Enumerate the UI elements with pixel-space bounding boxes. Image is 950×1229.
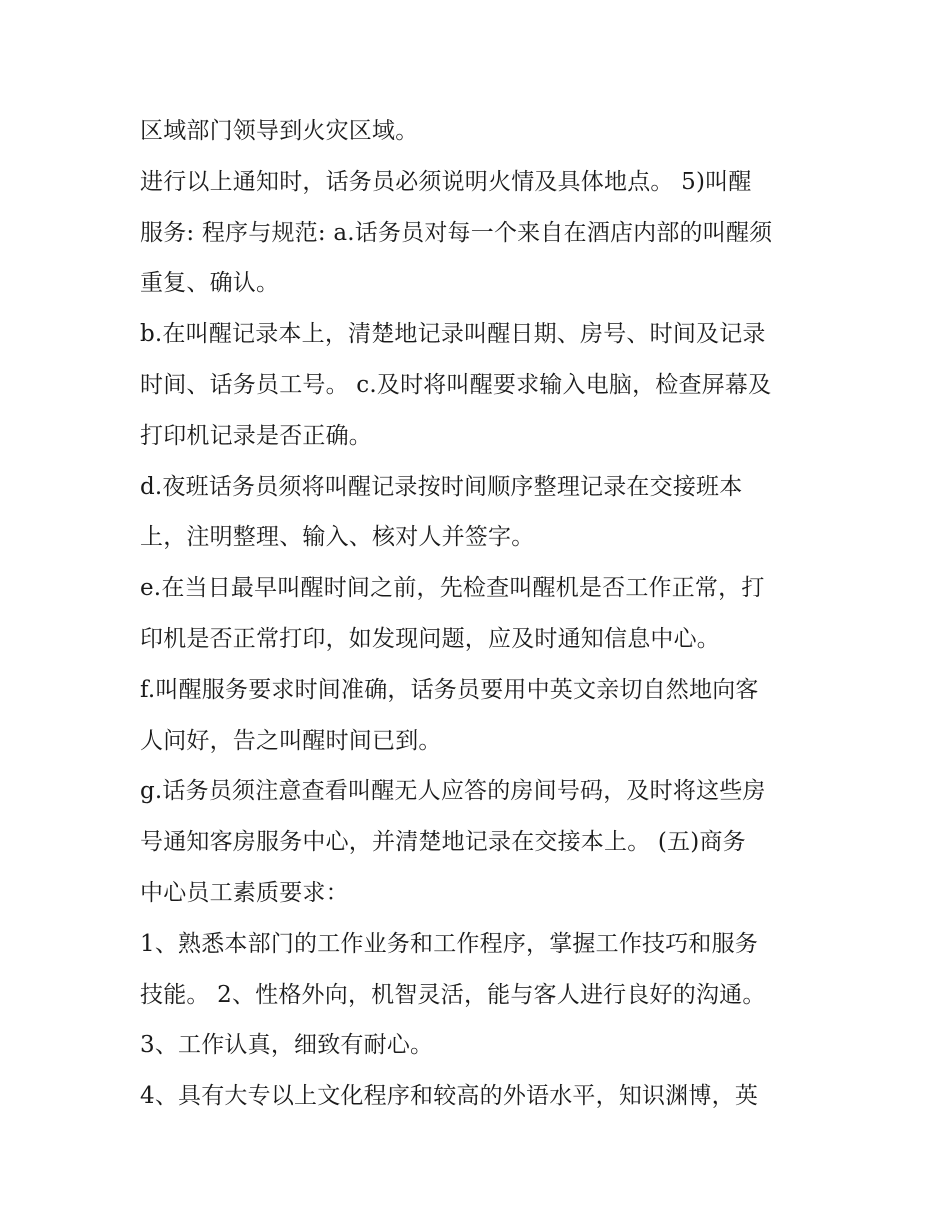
- text-line: g.话务员须注意查看叫醒无人应答的房间号码，及时将这些房: [140, 778, 766, 805]
- text-line: 号通知客房服务中心，并清楚地记录在交接本上。 (五)商务: [140, 829, 746, 856]
- text-line: 时间、话务员工号。 c.及时将叫醒要求输入电脑，检查屏幕及: [140, 371, 772, 398]
- text-line: 区域部门领导到火灾区域。: [140, 118, 419, 144]
- text-line: f.叫醒服务要求时间准确，话务员要用中英文亲切自然地向客: [140, 676, 759, 703]
- text-line: 人问好，告之叫醒时间已到。: [140, 727, 442, 754]
- text-line: 1、熟悉本部门的工作业务和工作程序，掌握工作技巧和服务: [140, 930, 759, 957]
- text-line: 进行以上通知时，话务员必须说明火情及具体地点。 5)叫醒: [140, 168, 752, 195]
- text-line: 打印机记录是否正确。: [140, 422, 372, 449]
- document-body: [140, 106, 810, 1122]
- text-line: 4、具有大专以上文化程序和较高的外语水平，知识渊博，英: [140, 1083, 759, 1110]
- text-line: 3、工作认真，细致有耐心。: [140, 1032, 434, 1059]
- text-line: 服务: 程序与规范: a.话务员对每一个来自在酒店内部的叫醒须: [140, 219, 773, 246]
- text-line: 印机是否正常打印，如发现问题，应及时通知信息中心。: [140, 625, 720, 652]
- text-line: 技能。 2、性格外向，机智灵活，能与客人进行良好的沟通。: [140, 981, 766, 1008]
- text-line: e.在当日最早叫醒时间之前，先检查叫醒机是否工作正常，打: [140, 575, 765, 602]
- text-line: b.在叫醒记录本上，清楚地记录叫醒日期、房号、时间及记录: [140, 321, 766, 348]
- text-line: 上，注明整理、输入、核对人并签字。: [140, 524, 535, 551]
- text-line: d.夜班话务员须将叫醒记录按时间顺序整理记录在交接班本: [140, 473, 743, 500]
- text-line: 重复、确认。: [140, 270, 280, 297]
- text-line: 中心员工素质要求：: [140, 879, 349, 906]
